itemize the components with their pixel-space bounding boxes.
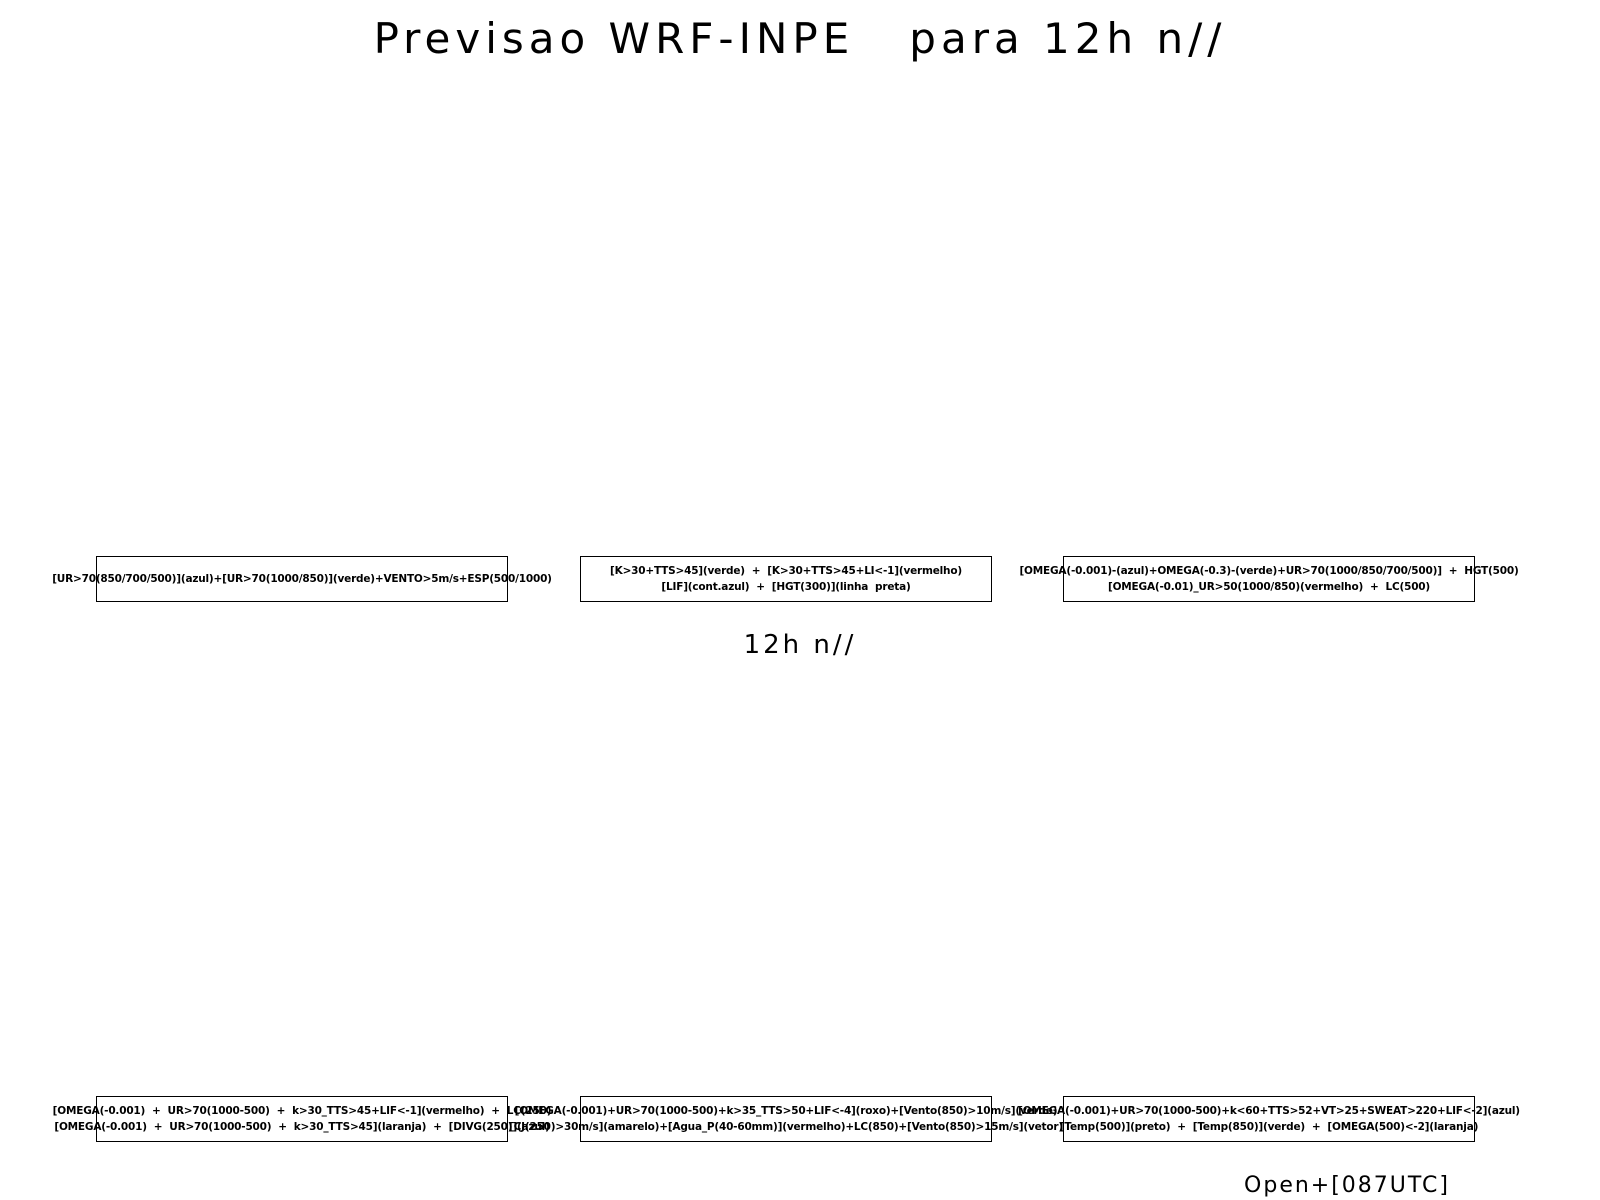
mid-caption: 12h n// bbox=[743, 630, 857, 660]
legend-box-top-center bbox=[580, 556, 992, 602]
corner-stamp: Open+[087UTC] bbox=[1244, 1173, 1450, 1198]
legend-line: [OMEGA(-0.001) + UR>70(1000-500) + k>30_TTS>45](laranja) + [DIVG(250)](azul) bbox=[54, 1121, 550, 1133]
legend-line: [OMEGA(-0.001) + UR>70(1000-500) + k>30_TTS>45+LIF<-1](vermelho) + LC(250) bbox=[52, 1105, 552, 1117]
forecast-panel-bottom-right bbox=[1063, 690, 1475, 1086]
forecast-panel-top-center bbox=[580, 96, 992, 546]
legend-line: [OMEGA(-0.001)+UR>70(1000-500)+k>35_TTS>50+LIF<-4](roxo)+[Vento(850)>10m/s](verde) bbox=[514, 1105, 1058, 1117]
legend-line: [K>30+TTS>45](verde) + [K>30+TTS>45+LI<-1](vermelho) bbox=[610, 565, 962, 577]
legend-line: [Temp(500)](preto) + [Temp(850)](verde) + [OMEGA(500)<-2](laranja) bbox=[1059, 1121, 1479, 1133]
legend-box-bottom-right bbox=[1018, 1096, 1520, 1142]
legend-box-bottom-left bbox=[52, 1096, 552, 1142]
forecast-panel-top-right bbox=[1063, 96, 1475, 546]
legend-line: [UR>70(850/700/500)](azul)+[UR>70(1000/850)](verde)+VENTO>5m/s+ESP(500/1000) bbox=[52, 573, 552, 585]
forecast-panel-bottom-left bbox=[96, 690, 508, 1086]
legend-line: [OMEGA(-0.001)-(azul)+OMEGA(-0.3)-(verde)+UR>70(1000/850/700/500)] + HGT(500) bbox=[1019, 565, 1519, 577]
legend-box-bottom-center bbox=[509, 1096, 1063, 1142]
legend-box-top-left bbox=[52, 556, 552, 602]
legend-line: [LIF](cont.azul) + [HGT(300)](linha preta) bbox=[661, 581, 911, 593]
legend-line: [OMEGA(-0.01)_UR>50(1000/850)(vermelho) + LC(500) bbox=[1107, 581, 1431, 593]
legend-line: [OMEGA(-0.001)+UR>70(1000-500)+k<60+TTS>52+VT>25+SWEAT>220+LIF<-2](azul) bbox=[1018, 1105, 1520, 1117]
forecast-panel-top-left bbox=[96, 96, 508, 546]
legend-box-top-right bbox=[1019, 556, 1519, 602]
legend-line: [CJ(250)>30m/s](amarelo)+[Agua_P(40-60mm)](vermelho)+LC(850)+[Vento(850)>15m/s](vetor) bbox=[509, 1121, 1063, 1133]
forecast-panel-bottom-center bbox=[580, 690, 992, 1086]
page-title: Previsao WRF-INPE para 12h n// bbox=[373, 14, 1227, 63]
